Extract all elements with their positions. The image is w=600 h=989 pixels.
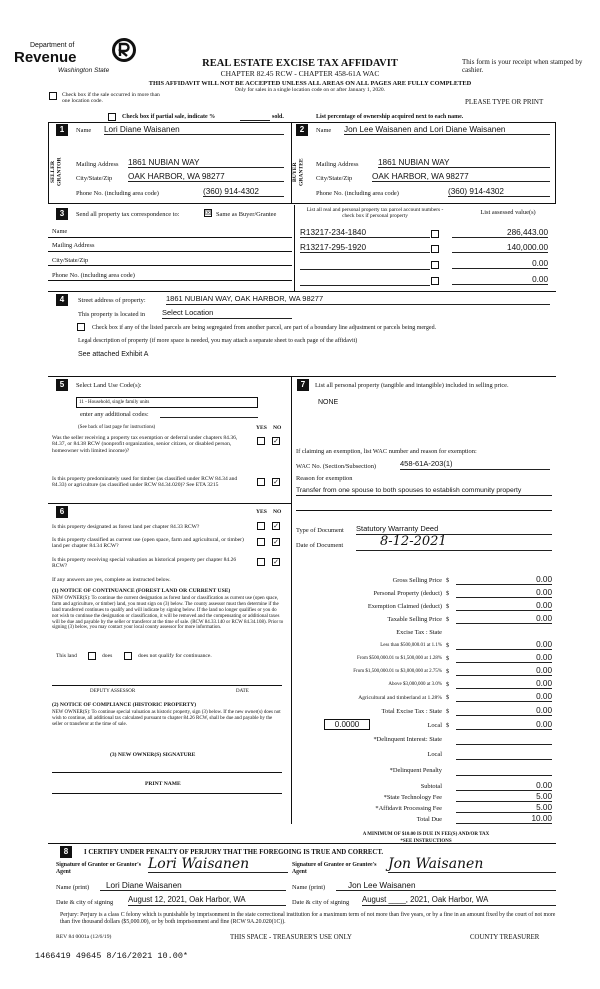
grantee-name-label: Name (print)	[292, 884, 326, 891]
does-label: does	[102, 653, 113, 659]
currency-sign: $	[446, 577, 450, 584]
reason-field[interactable]: Transfer from one spouse to both spouses to establish community property	[296, 487, 552, 496]
buyer-side-label: BUYER GRANTEE	[292, 158, 305, 186]
s5-no-header: NO	[273, 425, 282, 431]
print-name-label: PRINT NAME	[145, 781, 181, 787]
s5-q2-no-checkbox[interactable]: ✓	[273, 478, 279, 486]
revenue-r-icon	[112, 38, 136, 62]
personal-property-deduct-label: Personal Property (deduct)	[373, 590, 442, 597]
doc-date-label: Date of Document	[296, 542, 344, 549]
personal-property-checkbox[interactable]	[431, 230, 439, 238]
currency-sign: $	[446, 655, 450, 662]
buyer-name-field[interactable]: Jon Lee Waisanen and Lori Diane Waisanen	[344, 125, 550, 135]
section-8-number: 8	[60, 846, 72, 858]
subtotal-label: Subtotal	[420, 783, 442, 790]
s5-question-1: Was the seller receiving a property tax exemption or deferral under chapters 84.36, 84.37, or 84.38 RCW (nonprofit organization, senior citizen, or disabled person, homeowner with limited income)?	[52, 435, 238, 454]
exemption-label: If claiming an exemption, list WAC number and reason for exemption:	[296, 448, 477, 455]
buyer-phone-field[interactable]: (360) 914-4302	[448, 187, 550, 197]
partial-sale-sold: sold.	[272, 114, 284, 120]
grantor-signature[interactable]: Lori Waisanen	[148, 856, 288, 873]
corr-line	[48, 265, 292, 266]
currency-sign: $	[446, 708, 450, 715]
parcel-row-2	[300, 243, 556, 255]
interest-state-label: *Delinquent Interest: State	[373, 736, 442, 743]
partial-sale-checkbox[interactable]	[108, 113, 116, 121]
grantor-date-field[interactable]: August 12, 2021, Oak Harbor, WA	[128, 896, 286, 906]
receipt-note: This form is your receipt when stamped by cashier.	[462, 58, 583, 75]
rev-number: REV 84 0001a (12/6/19)	[56, 934, 112, 940]
legal-description[interactable]: See attached Exhibit A	[78, 351, 149, 358]
buyer-city-label: City/State/Zip	[316, 175, 353, 182]
penalty-value[interactable]	[456, 765, 552, 776]
parcel-divider	[294, 205, 295, 291]
parcel-row-1	[300, 228, 556, 240]
does-checkbox[interactable]	[88, 652, 96, 660]
s6-q3-yes-checkbox[interactable]	[257, 558, 265, 566]
grantee-signature[interactable]: Jon Waisanen	[388, 856, 556, 873]
segregated-checkbox[interactable]	[77, 323, 85, 331]
corr-line	[48, 237, 292, 238]
deputy-assessor-label: DEPUTY ASSESSOR	[90, 689, 136, 694]
assessor-date-label: DATE	[236, 689, 249, 694]
same-as-buyer-checkbox[interactable]: ☒	[205, 209, 212, 217]
processing-fee-label: *Affidavit Processing Fee	[375, 805, 442, 812]
type-or-print: PLEASE TYPE OR PRINT	[465, 98, 544, 106]
s6-no-header: NO	[273, 509, 282, 515]
local-label: Local	[427, 722, 442, 729]
currency-sign: $	[446, 722, 450, 729]
local-rate-field[interactable]: 0.0000	[324, 719, 370, 730]
tier-2-label: From $500,000.01 to $1,500,000 at 1.28%	[357, 656, 442, 661]
tech-fee-value[interactable]: 5.00	[456, 792, 552, 802]
assessed-value[interactable]: 140,000.00	[452, 243, 548, 253]
tax-calculation	[296, 577, 558, 847]
grantee-signature-label: Signature of Grantee or Grantee's Agent	[292, 862, 377, 875]
tier-5-value[interactable]: 0.00	[456, 692, 552, 702]
interest-state-value[interactable]	[456, 734, 552, 745]
buyer-phone-label: Phone No. (including area code)	[316, 190, 399, 197]
currency-sign: $	[446, 681, 450, 688]
multi-location-checkbox[interactable]	[49, 92, 57, 100]
seller-phone-label: Phone No. (including area code)	[76, 190, 159, 197]
grantor-name-label: Name (print)	[56, 884, 90, 891]
legal-label: Legal description of property (if more space is needed, you may attach a separate sheet to each page of the affidavit)	[78, 338, 358, 344]
section-6-rule	[48, 503, 291, 504]
taxable-selling-label: Taxable Selling Price	[387, 616, 442, 623]
wac-label: WAC No. (Section/Subsection)	[296, 463, 377, 470]
s5-q2-yes-checkbox[interactable]	[257, 478, 265, 486]
land-use-value: 11 - Household, single family units	[79, 400, 150, 405]
print-name-line	[52, 793, 282, 794]
s6-q1-yes-checkbox[interactable]	[257, 522, 265, 530]
currency-sign: $	[446, 668, 450, 675]
notice-1-title: (1) NOTICE OF CONTINUANCE (FOREST LAND OR CURRENT USE)	[52, 588, 231, 594]
assessed-value[interactable]: 0.00	[452, 259, 548, 269]
correspondence-city-label: City/State/Zip	[52, 257, 89, 264]
perjury-notice: Perjury: Perjury is a class C felony which is punishable by imprisonment in the state correctional institution for a maximum term of not more than five years, or by a fine in an amount fixed by the court of not more than five thousand dollars ($5,000.00), or by both imprisonment and fine (RCW 9A.20.020(1C)).	[60, 912, 556, 925]
corr-line	[48, 251, 292, 252]
grantor-name-field[interactable]: Lori Diane Waisanen	[100, 881, 286, 891]
treasurer-use: THIS SPACE - TREASURER'S USE ONLY	[230, 934, 352, 941]
parcel-number[interactable]: R13217-234-1840	[300, 228, 430, 238]
reason-label: Reason for exemption	[296, 475, 353, 482]
logo-dept-line2: Revenue	[14, 49, 77, 66]
section-1-number: 1	[56, 124, 68, 136]
does-not-label: does not qualify for continuance.	[138, 653, 212, 659]
buyer-mailing-field[interactable]: 1861 NUBIAN WAY	[378, 158, 550, 168]
parcel-number[interactable]: R13217-295-1920	[300, 243, 430, 253]
currency-sign: $	[446, 590, 450, 597]
mid-column-divider	[291, 376, 292, 824]
revenue-logo	[8, 36, 138, 78]
section-3-number: 3	[56, 208, 68, 220]
section-2-number: 2	[296, 124, 308, 136]
minimum-note: A MINIMUM OF $10.00 IS DUE IN FEE(S) AND/OR TAX	[362, 832, 490, 837]
tier-5-label: Agricultural and timberland at 1.28%	[358, 695, 442, 701]
personal-property-checkbox[interactable]	[431, 277, 439, 285]
currency-sign: $	[446, 642, 450, 649]
form-warning: THIS AFFIDAVIT WILL NOT BE ACCEPTED UNLESS ALL AREAS ON ALL PAGES ARE FULLY COMPLETED	[148, 80, 472, 87]
list-percentage: List percentage of ownership acquired next to each name.	[316, 114, 464, 120]
subtotal-value[interactable]: 0.00	[456, 781, 552, 791]
s6-question-3: Is this property receiving special valuation as historical property per chapter 84.26 RCW?	[52, 557, 237, 570]
assessed-header: List assessed value(s)	[480, 209, 536, 216]
gross-selling-value[interactable]: 0.00	[456, 575, 552, 585]
location-select[interactable]: Select Location	[162, 309, 292, 319]
grantee-name-field[interactable]: Jon Lee Waisanen	[336, 881, 556, 891]
s5-q1-no-checkbox[interactable]: ✓	[273, 437, 279, 445]
s6-yes-header: YES	[256, 509, 267, 515]
s6-question-1: Is this property designated as forest land per chapter 84.33 RCW?	[52, 524, 200, 530]
parcel-number[interactable]	[300, 275, 430, 286]
personal-property-checkbox[interactable]	[431, 245, 439, 253]
section-7-number: 7	[297, 379, 309, 391]
excise-state-label: Excise Tax : State	[396, 629, 442, 636]
multi-location-label: Check box if the sale occurred in more than one location code.	[62, 92, 160, 105]
grantor-date-label: Date & city of signing	[56, 899, 114, 906]
section-4-number: 4	[56, 294, 68, 306]
section-8-rule	[48, 843, 556, 844]
street-label: Street address of property:	[78, 297, 146, 304]
correspondence-phone-label: Phone No. (including area code)	[52, 272, 135, 279]
located-label: This property is located in	[78, 311, 146, 318]
currency-sign: $	[446, 694, 450, 701]
total-due-value[interactable]: 10.00	[456, 814, 552, 824]
assessor-sig-line	[52, 685, 282, 686]
form-only-for: Only for sales in a single location code on or after January 1, 2020.	[234, 87, 386, 93]
form-chapter: CHAPTER 82.45 RCW - CHAPTER 458-61A WAC	[220, 69, 380, 78]
s6-q1-no-checkbox[interactable]: ✓	[273, 522, 279, 530]
buyer-name-label: Name	[316, 127, 332, 134]
grantee-date-field[interactable]: August ____, 2021, Oak Harbor, WA	[362, 896, 556, 906]
seller-name-field[interactable]: Lori Diane Waisanen	[104, 125, 284, 135]
s5-question-2: Is this property predominately used for timber (as classified under RCW 84.34 and 84.33) or agriculture (as classified under RCW 84.34.020)? See ETA 3215	[52, 476, 238, 489]
additional-codes-field[interactable]	[160, 417, 258, 418]
does-not-checkbox[interactable]	[124, 652, 132, 660]
seller-mailing-field[interactable]: 1861 NUBIAN WAY	[128, 158, 284, 168]
tier-3-label: From $1,500,000.01 to $3,000,000 at 2.75%	[353, 669, 442, 674]
interest-local-value[interactable]	[456, 749, 552, 760]
parcels-header: List all real and personal property tax parcel account numbers - check box if personal property	[306, 207, 444, 220]
tier-3-value[interactable]: 0.00	[456, 666, 552, 676]
s6-q2-no-checkbox[interactable]: ✓	[273, 538, 279, 546]
personal-property-value[interactable]: NONE	[318, 399, 339, 406]
seller-city-field[interactable]: OAK HARBOR, WA 98277	[128, 172, 284, 182]
certify-statement: I CERTIFY UNDER PENALTY OF PERJURY THAT THE FOREGOING IS TRUE AND CORRECT.	[84, 849, 384, 856]
grantor-signature-label: Signature of Grantor or Grantor's Agent	[56, 862, 142, 875]
section-6-number: 6	[56, 506, 68, 518]
seller-city-label: City/State/Zip	[76, 175, 113, 182]
tier-2-value[interactable]: 0.00	[456, 653, 552, 663]
wac-field[interactable]: 458-61A-203(1)	[400, 460, 550, 470]
notice-2-text: NEW OWNER(S): To continue special valuation as historic property, sign (3) below. If the new owner(s) does not wish to continue, all additional tax calculated pursuant to chapter 84.26 RCW, shall be due and payable by the seller or transferor at the time of sale.	[52, 710, 281, 727]
s6-q2-yes-checkbox[interactable]	[257, 538, 265, 546]
parcel-row-4	[300, 275, 556, 287]
notice-1-text: NEW OWNER(S): To continue the current designation as forest land or classification as current use (open space, farm and agriculture, or timber) land, you must sign on (3) below. The county assessor must then determine if the land transferred continues to qualify and will indicate by signing below. If the land no longer qualifies or you do not wish to continue the designation or classification, it will be removed and the compensating or additional taxes will be due and payable by the seller or transferor at the time of sale. (RCW 84.33.140 or RCW 84.34.108). Prior to signing (3) below, you may contact your local county assessor for more information.	[52, 596, 284, 631]
partial-sale-percent[interactable]	[240, 120, 270, 121]
personal-property-checkbox[interactable]	[431, 261, 439, 269]
gross-selling-label: Gross Selling Price	[392, 577, 442, 584]
logo-dept-line3: Washington State	[58, 67, 110, 74]
tech-fee-label: *State Technology Fee	[383, 794, 442, 801]
s6-if-yes: If any answers are yes, complete as instructed below.	[52, 577, 171, 583]
section-5-number: 5	[56, 379, 68, 391]
section-5-rule	[48, 376, 556, 377]
penalty-label: *Delinquent Penalty	[389, 767, 442, 774]
assessed-value[interactable]: 0.00	[452, 275, 548, 285]
doc-date-field[interactable]: 8-12-2021	[356, 535, 552, 551]
personal-property-label: List all personal property (tangible and intangible) included in selling price.	[315, 382, 509, 389]
partial-sale-label: Check box if partial sale, indicate %	[122, 114, 216, 120]
buyer-mailing-label: Mailing Address	[316, 161, 359, 168]
reason-line-2	[296, 510, 552, 511]
correspondence-name-label: Name	[52, 228, 68, 235]
treasurer-stamp: 1466419 49645 8/16/2021 10.00*	[35, 951, 189, 961]
interest-local-label: Local	[427, 751, 442, 758]
segregated-label: Check box if any of the listed parcels are being segregated from another parcel, are part of a boundary line adjustment or parcels being merged.	[92, 325, 437, 331]
county-treasurer: COUNTY TREASURER	[470, 934, 540, 941]
total-state-label: Total Excise Tax : State	[381, 708, 442, 715]
section-4-rule	[48, 291, 556, 292]
send-correspondence-label: Send all property tax correspondence to:	[76, 211, 180, 218]
currency-sign: $	[446, 603, 450, 610]
seller-phone-field[interactable]: (360) 914-4302	[203, 187, 284, 197]
grantee-date-label: Date & city of signing	[292, 899, 350, 906]
notice-2-title: (2) NOTICE OF COMPLIANCE (HISTORIC PROPERTY)	[52, 702, 197, 708]
exemption-claimed-label: Exemption Claimed (deduct)	[367, 603, 442, 610]
correspondence-mailing-label: Mailing Address	[52, 242, 95, 249]
s5-q1-yes-checkbox[interactable]	[257, 437, 265, 445]
form-title: REAL ESTATE EXCISE TAX AFFIDAVIT	[202, 58, 398, 69]
s5-yes-header: YES	[256, 425, 267, 431]
street-field[interactable]: 1861 NUBIAN WAY, OAK HARBOR, WA 98277	[166, 295, 550, 305]
additional-codes-label: enter any additional codes:	[80, 411, 149, 418]
processing-fee-value[interactable]: 5.00	[456, 803, 552, 813]
parcel-row-3	[300, 259, 556, 271]
tier-1-label: Less than $500,000.01 at 1.1%	[380, 643, 442, 648]
owner-sig-line	[52, 772, 282, 773]
assessed-value[interactable]: 286,443.00	[452, 228, 548, 238]
see-instructions: *SEE INSTRUCTIONS	[400, 839, 452, 844]
new-owner-signature-label: (3) NEW OWNER(S) SIGNATURE	[110, 752, 196, 758]
exemption-claimed-value[interactable]: 0.00	[456, 601, 552, 611]
same-as-buyer-label: Same as Buyer/Grantee	[216, 211, 277, 218]
taxable-selling-value[interactable]: 0.00	[456, 614, 552, 624]
logo-dept-line1: Department of	[30, 42, 75, 49]
land-use-label: Select Land Use Code(s):	[76, 382, 142, 389]
land-use-select[interactable]	[76, 397, 258, 408]
see-back-note: (See back of last page for instructions)	[78, 425, 156, 430]
buyer-city-field[interactable]: OAK HARBOR, WA 98277	[372, 172, 550, 182]
parcel-number[interactable]	[300, 259, 430, 270]
tier-4-value[interactable]: 0.00	[456, 679, 552, 689]
this-land-label: This land	[56, 653, 77, 659]
local-value[interactable]: 0.00	[456, 720, 552, 730]
tier-1-value[interactable]: 0.00	[456, 640, 552, 650]
seller-mailing-label: Mailing Address	[76, 161, 119, 168]
currency-sign: $	[446, 616, 450, 623]
seller-side-label: SELLER GRANTOR	[50, 157, 63, 187]
total-due-label: Total Due	[416, 816, 442, 823]
personal-property-deduct-value[interactable]: 0.00	[456, 588, 552, 598]
s6-question-2: Is this property classified as current use (open space, farm and agricultural, or timber) land per chapter 84.34 RCW?	[52, 537, 244, 550]
doc-type-field[interactable]: Statutory Warranty Deed	[356, 525, 552, 535]
s6-q3-no-checkbox[interactable]: ✓	[273, 558, 279, 566]
tier-4-label: Above $3,000,000 at 3.0%	[388, 682, 442, 687]
seller-name-label: Name	[76, 127, 92, 134]
corr-line	[48, 280, 292, 281]
doc-type-label: Type of Document	[296, 527, 344, 534]
total-state-value[interactable]: 0.00	[456, 706, 552, 716]
